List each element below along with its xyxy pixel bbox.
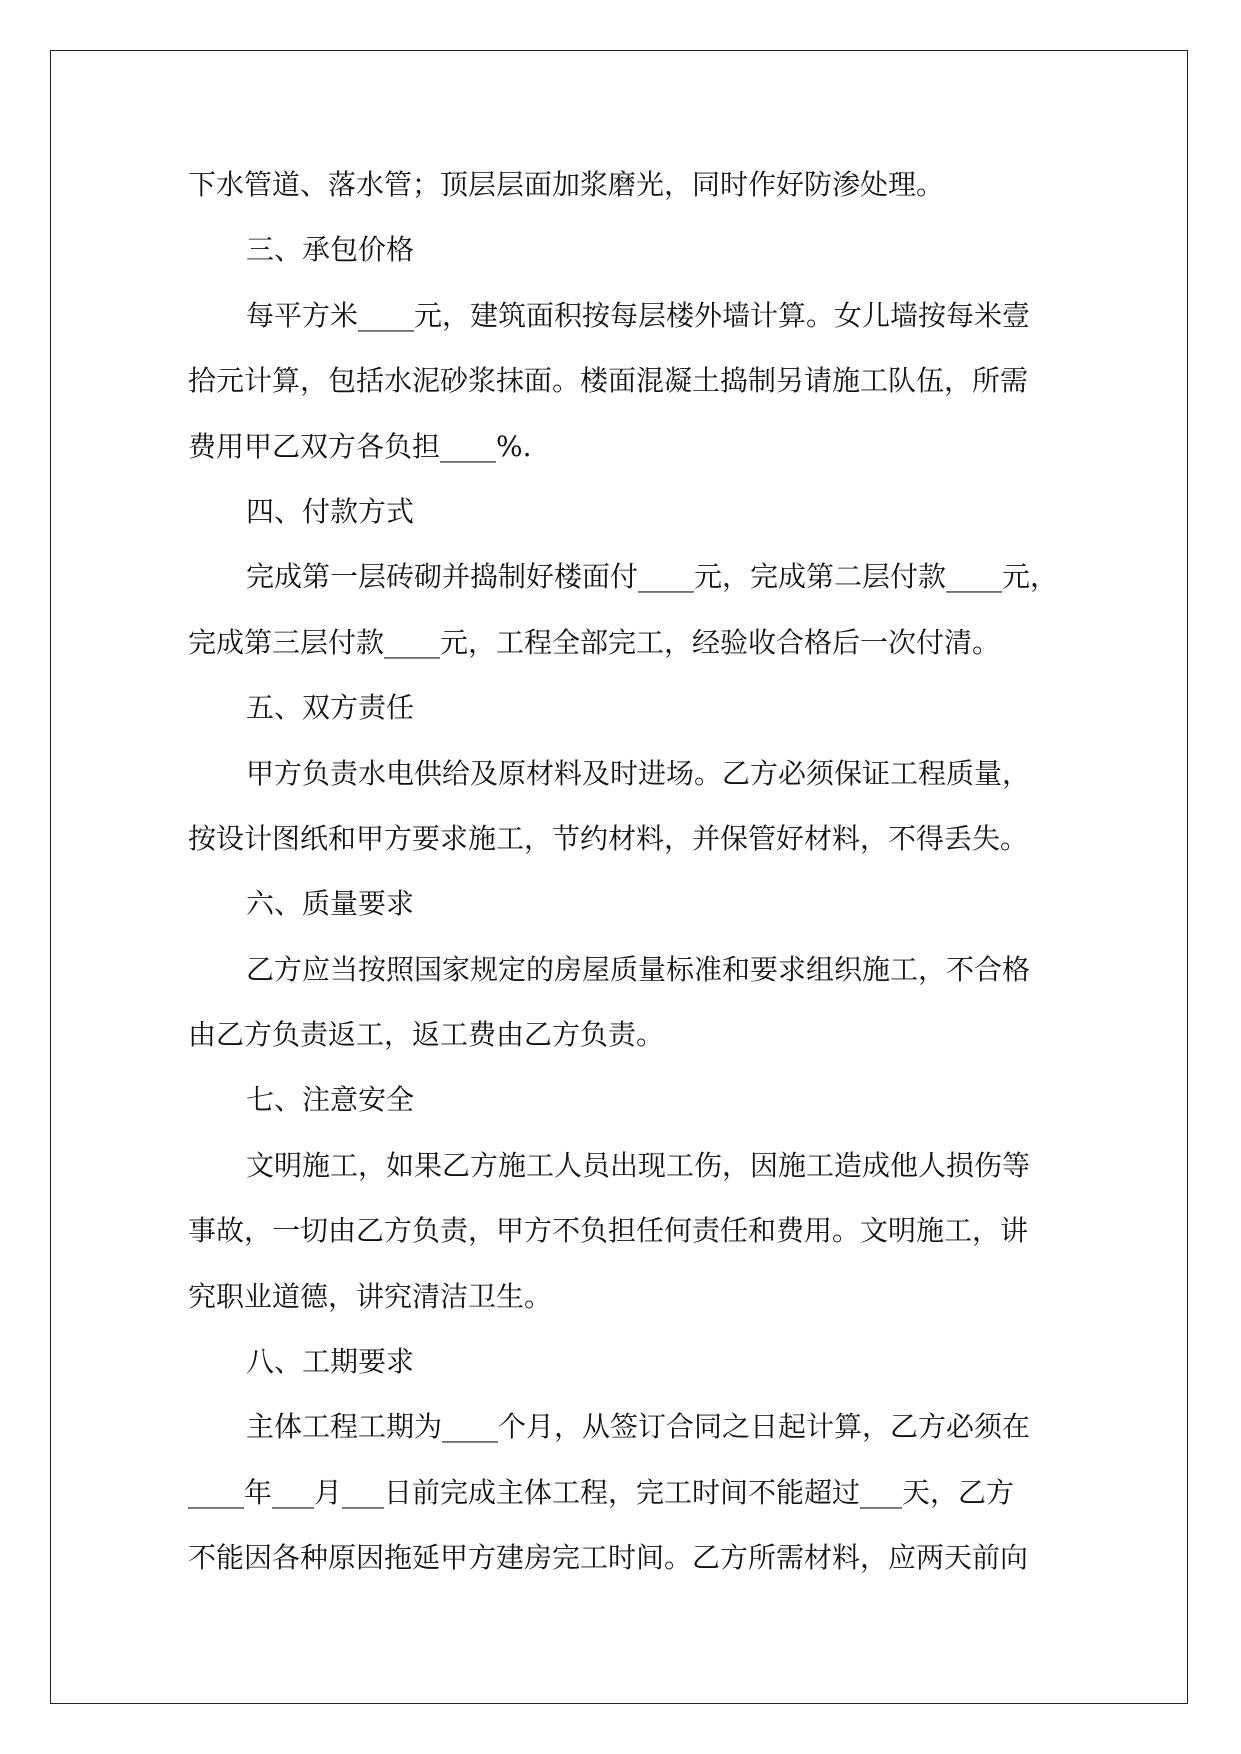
text-line: 费用甲乙双方各负担____%.: [188, 429, 532, 463]
text-line: 究职业道德，讲究清洁卫生。: [188, 1279, 553, 1313]
text-line: 由乙方负责返工，返工费由乙方负责。: [188, 1018, 665, 1052]
section-heading-schedule: 八、工期要求: [246, 1345, 415, 1379]
text-line: 乙方应当按照国家规定的房屋质量标准和要求组织施工，不合格: [246, 952, 1031, 986]
text-line: 事故，一切由乙方负责，甲方不负担任何责任和费用。文明施工，讲: [188, 1214, 1029, 1248]
text-line: 文明施工，如果乙方施工人员出现工伤，因施工造成他人损伤等: [246, 1148, 1031, 1182]
section-heading-responsibilities: 五、双方责任: [246, 691, 415, 725]
text-line: 完成第一层砖砌并捣制好楼面付____元，完成第二层付款____元，: [246, 560, 1059, 594]
text-line: 拾元计算，包括水泥砂浆抹面。楼面混凝土捣制另请施工队伍，所需: [188, 364, 1029, 398]
document-body: [188, 152, 1058, 1591]
text-line: 完成第三层付款____元，工程全部完工，经验收合格后一次付清。: [188, 625, 1001, 659]
text-line: 下水管道、落水管；顶层层面加浆磨光，同时作好防渗处理。: [188, 168, 945, 201]
section-heading-payment: 四、付款方式: [246, 494, 415, 528]
text-line: 每平方米____元，建筑面积按每层楼外墙计算。女儿墙按每米壹: [246, 298, 1031, 332]
text-line: 甲方负责水电供给及原材料及时进场。乙方必须保证工程质量，: [246, 756, 1031, 790]
text-line: 主体工程工期为____个月，从签订合同之日起计算，乙方必须在: [246, 1410, 1031, 1444]
text-line: 不能因各种原因拖延甲方建房完工时间。乙方所需材料，应两天前向: [188, 1541, 1029, 1575]
text-line: ____年___月___日前完成主体工程，完工时间不能超过___天，乙方: [188, 1475, 1015, 1509]
section-heading-pricing: 三、承包价格: [246, 233, 415, 267]
section-heading-quality: 六、质量要求: [246, 887, 415, 921]
text-line: 按设计图纸和甲方要求施工，节约材料，并保管好材料，不得丢失。: [188, 821, 1029, 855]
section-heading-safety: 七、注意安全: [246, 1083, 415, 1117]
